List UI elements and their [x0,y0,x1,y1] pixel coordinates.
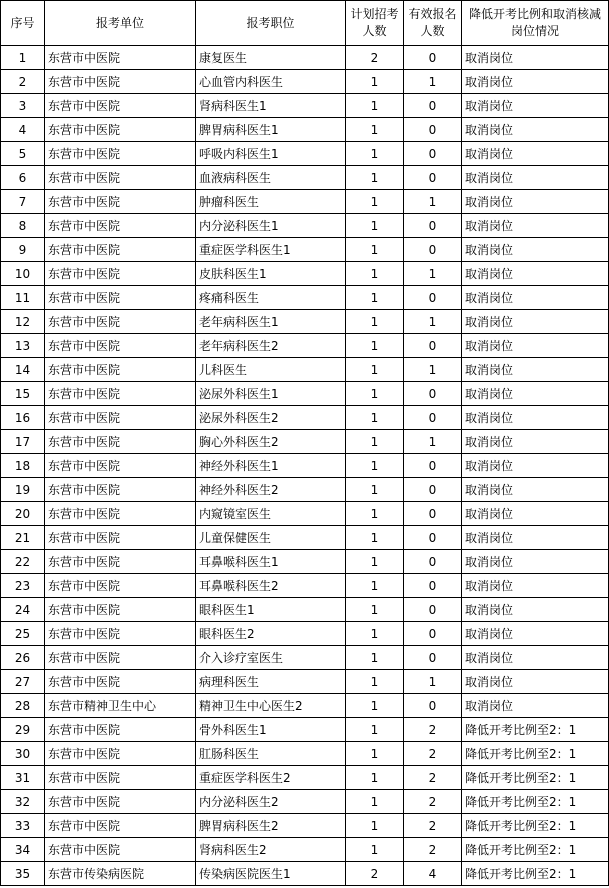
cell-unit: 东营市精神卫生中心 [45,694,196,718]
cell-planned: 1 [346,94,404,118]
cell-valid: 1 [404,670,462,694]
cell-seq: 24 [1,598,45,622]
cell-status: 降低开考比例至2：1 [462,766,609,790]
cell-planned: 2 [346,46,404,70]
cell-status: 取消岗位 [462,310,609,334]
cell-seq: 3 [1,94,45,118]
cell-valid: 1 [404,358,462,382]
cell-position: 老年病科医生1 [196,310,346,334]
cell-position: 内分泌科医生1 [196,214,346,238]
table-row [1,766,609,790]
cell-seq: 29 [1,718,45,742]
cell-valid: 0 [404,166,462,190]
cell-status: 取消岗位 [462,142,609,166]
table-row [1,454,609,478]
cell-status: 降低开考比例至2：1 [462,862,609,886]
cell-position: 儿科医生 [196,358,346,382]
cell-planned: 1 [346,622,404,646]
cell-planned: 1 [346,574,404,598]
cell-position: 脾胃病科医生1 [196,118,346,142]
cell-seq: 34 [1,838,45,862]
cell-planned: 1 [346,142,404,166]
cell-valid: 1 [404,310,462,334]
cell-seq: 31 [1,766,45,790]
table-row [1,622,609,646]
table-row [1,406,609,430]
table-row [1,694,609,718]
cell-status: 取消岗位 [462,670,609,694]
cell-status: 取消岗位 [462,214,609,238]
cell-position: 精神卫生中心医生2 [196,694,346,718]
cell-planned: 1 [346,502,404,526]
cell-position: 皮肤科医生1 [196,262,346,286]
cell-valid: 0 [404,286,462,310]
cell-status: 取消岗位 [462,574,609,598]
cell-unit: 东营市中医院 [45,70,196,94]
cell-unit: 东营市中医院 [45,238,196,262]
cell-unit: 东营市中医院 [45,574,196,598]
cell-planned: 1 [346,166,404,190]
cell-seq: 6 [1,166,45,190]
cell-valid: 2 [404,742,462,766]
cell-valid: 2 [404,814,462,838]
cell-status: 取消岗位 [462,118,609,142]
cell-status: 取消岗位 [462,622,609,646]
cell-seq: 28 [1,694,45,718]
cell-planned: 1 [346,310,404,334]
cell-status: 取消岗位 [462,382,609,406]
cell-status: 取消岗位 [462,262,609,286]
cell-unit: 东营市中医院 [45,310,196,334]
cell-unit: 东营市中医院 [45,646,196,670]
cell-seq: 26 [1,646,45,670]
cell-unit: 东营市中医院 [45,766,196,790]
cell-seq: 1 [1,46,45,70]
cell-unit: 东营市中医院 [45,550,196,574]
table-row [1,718,609,742]
header-unit: 报考单位 [45,1,196,46]
cell-valid: 0 [404,646,462,670]
cell-planned: 1 [346,766,404,790]
cell-position: 传染病医院医生1 [196,862,346,886]
cell-status: 取消岗位 [462,166,609,190]
cell-unit: 东营市中医院 [45,382,196,406]
cell-valid: 1 [404,70,462,94]
cell-status: 降低开考比例至2：1 [462,814,609,838]
table-row [1,166,609,190]
cell-status: 取消岗位 [462,46,609,70]
table-row [1,790,609,814]
table-row [1,526,609,550]
cell-position: 病理科医生 [196,670,346,694]
cell-position: 疼痛科医生 [196,286,346,310]
cell-valid: 4 [404,862,462,886]
cell-position: 肾病科医生2 [196,838,346,862]
cell-unit: 东营市中医院 [45,502,196,526]
table-row [1,286,609,310]
cell-position: 脾胃病科医生2 [196,814,346,838]
cell-valid: 0 [404,622,462,646]
table-row [1,262,609,286]
cell-position: 骨外科医生1 [196,718,346,742]
cell-position: 胸心外科医生2 [196,430,346,454]
cell-unit: 东营市中医院 [45,790,196,814]
cell-planned: 1 [346,838,404,862]
cell-status: 降低开考比例至2：1 [462,790,609,814]
cell-seq: 20 [1,502,45,526]
cell-planned: 1 [346,670,404,694]
cell-status: 降低开考比例至2：1 [462,838,609,862]
table-row [1,358,609,382]
cell-unit: 东营市中医院 [45,214,196,238]
cell-seq: 32 [1,790,45,814]
cell-position: 血液病科医生 [196,166,346,190]
table-row [1,742,609,766]
cell-status: 取消岗位 [462,454,609,478]
header-planned: 计划招考人数 [346,1,404,46]
table-row [1,862,609,886]
cell-unit: 东营市传染病医院 [45,862,196,886]
cell-seq: 12 [1,310,45,334]
cell-unit: 东营市中医院 [45,838,196,862]
cell-unit: 东营市中医院 [45,430,196,454]
cell-seq: 14 [1,358,45,382]
cell-valid: 2 [404,838,462,862]
cell-planned: 1 [346,190,404,214]
cell-position: 眼科医生2 [196,622,346,646]
cell-seq: 27 [1,670,45,694]
cell-unit: 东营市中医院 [45,526,196,550]
table-row [1,310,609,334]
cell-position: 肛肠科医生 [196,742,346,766]
cell-unit: 东营市中医院 [45,742,196,766]
cell-valid: 0 [404,478,462,502]
cell-valid: 0 [404,574,462,598]
cell-planned: 1 [346,598,404,622]
cell-seq: 30 [1,742,45,766]
cell-unit: 东营市中医院 [45,814,196,838]
cell-status: 取消岗位 [462,646,609,670]
table-row [1,838,609,862]
cell-status: 取消岗位 [462,430,609,454]
table-row [1,70,609,94]
cell-valid: 1 [404,262,462,286]
cell-status: 取消岗位 [462,190,609,214]
cell-planned: 1 [346,430,404,454]
table-row [1,670,609,694]
cell-position: 耳鼻喉科医生1 [196,550,346,574]
cell-unit: 东营市中医院 [45,334,196,358]
cell-planned: 1 [346,646,404,670]
cell-valid: 0 [404,46,462,70]
cell-valid: 0 [404,526,462,550]
cell-status: 取消岗位 [462,94,609,118]
table-row [1,142,609,166]
cell-planned: 1 [346,454,404,478]
cell-status: 取消岗位 [462,238,609,262]
cell-position: 内窥镜室医生 [196,502,346,526]
cell-seq: 8 [1,214,45,238]
cell-seq: 33 [1,814,45,838]
cell-planned: 1 [346,550,404,574]
cell-seq: 23 [1,574,45,598]
cell-position: 儿童保健医生 [196,526,346,550]
cell-planned: 1 [346,334,404,358]
cell-valid: 0 [404,406,462,430]
cell-unit: 东营市中医院 [45,262,196,286]
table-row [1,238,609,262]
cell-position: 神经外科医生2 [196,478,346,502]
cell-status: 取消岗位 [462,478,609,502]
cell-position: 呼吸内科医生1 [196,142,346,166]
cell-unit: 东营市中医院 [45,718,196,742]
cell-valid: 1 [404,430,462,454]
cell-planned: 1 [346,382,404,406]
table-row [1,502,609,526]
cell-seq: 18 [1,454,45,478]
cell-unit: 东营市中医院 [45,118,196,142]
cell-valid: 0 [404,142,462,166]
cell-valid: 2 [404,718,462,742]
header-valid: 有效报名人数 [404,1,462,46]
header-status: 降低开考比例和取消核减岗位情况 [462,1,609,46]
cell-planned: 1 [346,694,404,718]
table-header-row [1,1,609,46]
cell-planned: 1 [346,814,404,838]
cell-seq: 22 [1,550,45,574]
cell-unit: 东营市中医院 [45,478,196,502]
cell-status: 取消岗位 [462,358,609,382]
cell-unit: 东营市中医院 [45,286,196,310]
cell-valid: 0 [404,382,462,406]
cell-seq: 13 [1,334,45,358]
cell-status: 降低开考比例至2：1 [462,718,609,742]
cell-seq: 2 [1,70,45,94]
cell-status: 取消岗位 [462,694,609,718]
table-row [1,598,609,622]
cell-unit: 东营市中医院 [45,142,196,166]
cell-seq: 16 [1,406,45,430]
cell-status: 取消岗位 [462,502,609,526]
cell-valid: 1 [404,190,462,214]
cell-seq: 25 [1,622,45,646]
cell-unit: 东营市中医院 [45,622,196,646]
cell-seq: 9 [1,238,45,262]
table-row [1,478,609,502]
cell-unit: 东营市中医院 [45,406,196,430]
cell-status: 取消岗位 [462,406,609,430]
cell-status: 取消岗位 [462,334,609,358]
cell-position: 康复医生 [196,46,346,70]
cell-status: 取消岗位 [462,598,609,622]
cell-unit: 东营市中医院 [45,166,196,190]
cell-position: 耳鼻喉科医生2 [196,574,346,598]
cell-valid: 0 [404,334,462,358]
cell-valid: 0 [404,214,462,238]
cell-valid: 0 [404,598,462,622]
cell-valid: 0 [404,694,462,718]
cell-status: 取消岗位 [462,526,609,550]
cell-position: 神经外科医生1 [196,454,346,478]
table-row [1,118,609,142]
cell-seq: 17 [1,430,45,454]
cell-position: 重症医学科医生1 [196,238,346,262]
cell-seq: 19 [1,478,45,502]
cell-planned: 1 [346,478,404,502]
cell-unit: 东营市中医院 [45,358,196,382]
table-row [1,46,609,70]
cell-unit: 东营市中医院 [45,670,196,694]
cell-position: 泌尿外科医生1 [196,382,346,406]
cell-planned: 1 [346,406,404,430]
cell-position: 肿瘤科医生 [196,190,346,214]
cell-planned: 1 [346,526,404,550]
cell-status: 取消岗位 [462,550,609,574]
cell-seq: 11 [1,286,45,310]
cell-position: 介入诊疗室医生 [196,646,346,670]
cell-valid: 0 [404,454,462,478]
cell-seq: 7 [1,190,45,214]
cell-position: 眼科医生1 [196,598,346,622]
cell-unit: 东营市中医院 [45,46,196,70]
cell-planned: 1 [346,742,404,766]
cell-unit: 东营市中医院 [45,94,196,118]
cell-unit: 东营市中医院 [45,454,196,478]
cell-position: 肾病科医生1 [196,94,346,118]
table-row [1,190,609,214]
cell-seq: 4 [1,118,45,142]
table-row [1,334,609,358]
cell-unit: 东营市中医院 [45,598,196,622]
table-row [1,814,609,838]
header-position: 报考职位 [196,1,346,46]
cell-position: 老年病科医生2 [196,334,346,358]
table-row [1,430,609,454]
cell-planned: 1 [346,718,404,742]
cell-planned: 1 [346,118,404,142]
cell-unit: 东营市中医院 [45,190,196,214]
cell-valid: 0 [404,238,462,262]
cell-position: 内分泌科医生2 [196,790,346,814]
cell-seq: 10 [1,262,45,286]
cell-planned: 1 [346,790,404,814]
cell-seq: 5 [1,142,45,166]
cell-seq: 21 [1,526,45,550]
cell-planned: 1 [346,70,404,94]
table-row [1,550,609,574]
cell-status: 取消岗位 [462,286,609,310]
cell-planned: 1 [346,214,404,238]
cell-status: 取消岗位 [462,70,609,94]
table-row [1,574,609,598]
cell-valid: 0 [404,94,462,118]
cell-seq: 15 [1,382,45,406]
table-body [1,46,609,886]
header-seq: 序号 [1,1,45,46]
cell-position: 泌尿外科医生2 [196,406,346,430]
table-row [1,382,609,406]
cell-seq: 35 [1,862,45,886]
cell-planned: 2 [346,862,404,886]
cell-status: 降低开考比例至2：1 [462,742,609,766]
table-row [1,94,609,118]
table-row [1,646,609,670]
cell-planned: 1 [346,286,404,310]
cell-valid: 2 [404,790,462,814]
table-row [1,214,609,238]
cell-planned: 1 [346,262,404,286]
cell-planned: 1 [346,238,404,262]
cell-valid: 0 [404,550,462,574]
cell-valid: 0 [404,502,462,526]
cell-valid: 0 [404,118,462,142]
cell-position: 心血管内科医生 [196,70,346,94]
cell-valid: 2 [404,766,462,790]
cell-planned: 1 [346,358,404,382]
cell-position: 重症医学科医生2 [196,766,346,790]
